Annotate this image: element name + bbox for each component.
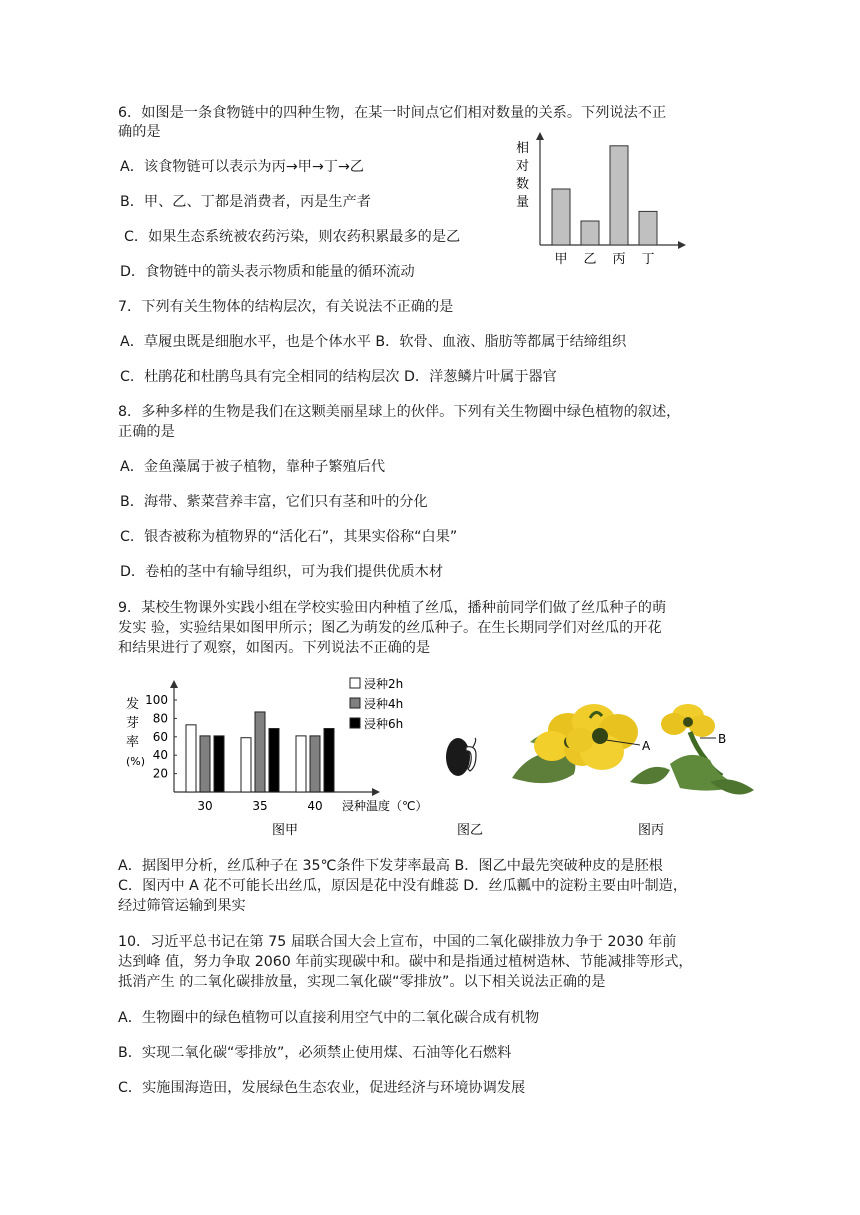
chart2-ytick: 100 [145,693,168,707]
q8-stem-line1: 8．多种多样的生物是我们在这颗美丽星球上的伙伴。下列有关生物圈中绿色植物的叙述， [118,404,681,420]
chart1-ylabel-4: 量 [516,195,530,210]
q6-option-d: D．食物链中的箭头表示物质和能量的循环流动 [120,264,415,280]
chart1-ylabel-2: 对 [516,159,530,174]
chart1-ylabel-1: 相 [516,141,530,156]
chart2-bar-35-1 [255,712,265,792]
chart1-xtick-丁: 丁 [641,252,655,267]
q10-option-b: B．实现二氧化碳“零排放”，必须禁止使用煤、石油等化石燃料 [118,1045,512,1061]
q10-stem-line1: 10．习近平总书记在第 75 届联合国大会上宣布，中国的二氧化碳排放力争于 2030 年前 [118,934,677,950]
chart1-bar-乙 [581,221,599,245]
legend-label-0: 浸种2h [364,677,404,691]
q10-stem-line2: 达到峰 值，努力争取 2060 年前实现碳中和。碳中和是指通过植树造林、节能减排等形式， [118,954,693,970]
legend-label-2: 浸种6h [364,717,404,731]
q7-options-row1: A．草履虫既是细胞水平，也是个体水平 B．软骨、血液、脂肪等都属于结缔组织 [120,334,627,350]
chart2-xtick-30: 30 [197,799,213,813]
chart1-bar-甲 [552,189,570,245]
q6-stem-line2: 确的是 [118,124,161,140]
chart1-xtick-甲: 甲 [554,252,568,267]
q8-option-b: B．海带、紫菜营养丰富，它们只有茎和叶的分化 [120,494,428,510]
q6-stem-line1: 6．如图是一条食物链中的四种生物，在某一时间点它们相对数量的关系。下列说法不正 [118,105,667,121]
leaf-icon [630,767,670,784]
q9-stem-line1: 9．某校生物课外实践小组在学校实验田内种植了丝瓜，播种前同学们做了丝瓜种子的萌 [118,600,667,616]
q10-option-a: A．生物圈中的绿色植物可以直接利用空气中的二氧化碳合成有机物 [118,1010,540,1026]
germination-chart [110,670,440,840]
q6-option-b: B．甲、乙、丁都是消费者，丙是生产者 [120,194,371,210]
figure-c-caption: 图丙 [638,823,665,838]
loofah-flower-photos [510,690,760,840]
chart2-ylabel-3: 率 [126,735,140,750]
figure-a-caption: 图甲 [272,823,299,838]
chart1-x-arrow [678,241,686,249]
q10-option-c: C．实施围海造田，发展绿色生态农业，促进经济与环境协调发展 [118,1080,526,1096]
chart2-y-arrow [170,680,178,688]
seed-coat [446,738,470,776]
label-b: B [718,732,727,746]
chart2-bar-35-2 [269,729,279,792]
chart1-y-arrow [536,132,544,140]
chart2-ylabel-1: 发 [126,697,140,712]
germinated-seed-illustration [440,735,495,840]
food-chain-chart [510,128,690,268]
chart2-xtick-40: 40 [307,799,323,813]
chart2-bar-40-1 [310,736,320,792]
q8-option-d: D．卷柏的茎中有输导组织，可为我们提供优质木材 [120,564,444,580]
chart2-bar-40-2 [324,729,334,792]
chart1-ylabel-3: 数 [516,177,530,192]
label-a: A [642,739,651,753]
chart1-xtick-丙: 丙 [612,252,626,267]
legend-swatch-1 [350,698,360,708]
chart2-ylabel-4: (%) [126,755,146,768]
legend-swatch-2 [350,718,360,728]
q8-option-c: C．银杏被称为植物界的“活化石”，其果实俗称“白果” [120,529,458,545]
figure-b-caption: 图乙 [457,823,484,838]
q9-options-cd-line2: 经过筛管运输到果实 [118,898,246,914]
chart1-bar-丁 [639,211,657,245]
chart2-ytick: 60 [152,729,168,744]
chart2-xtick-35: 35 [252,799,268,813]
legend-swatch-0 [350,678,360,688]
chart2-ylabel-2: 芽 [126,716,140,731]
chart2-xlabel: 浸种温度（℃） [342,799,428,813]
q9-options-cd-line1: C．图丙中 A 花不可能长出丝瓜，原因是花中没有雌蕊 D．丝瓜瓤中的淀粉主要由叶制造， [118,878,688,894]
chart2-bar-35-0 [241,738,251,792]
seed-root-tip [473,738,476,747]
chart2-ytick: 40 [152,748,168,763]
chart2-ytick: 80 [152,711,168,726]
chart1-bar-丙 [610,146,628,245]
q7-options-row2: C．杜鹃花和杜鹃鸟具有完全相同的结构层次 D．洋葱鳞片叶属于器官 [120,369,557,385]
q9-stem-line3: 和结果进行了观察，如图丙。下列说法不正确的是 [118,640,431,656]
q8-stem-line2: 正确的是 [118,424,175,440]
q8-option-a: A．金鱼藻属于被子植物，靠种子繁殖后代 [120,459,386,475]
flower-icon-b [661,704,715,737]
q6-option-c: C．如果生态系统被农药污染，则农药积累最多的是乙 [124,229,461,245]
chart2-bar-30-0 [186,725,196,792]
q7-stem: 7．下列有关生物体的结构层次，有关说法不正确的是 [118,299,454,315]
chart2-bar-30-1 [200,736,210,792]
chart2-bar-30-2 [214,736,224,792]
q10-stem-line3: 抵消产生 的二氧化碳排放量，实现二氧化碳“零排放”。以下相关说法正确的是 [118,974,606,990]
q9-options-ab: A．据图甲分析，丝瓜种子在 35℃条件下发芽率最高 B．图乙中最先突破种皮的是胚根 [118,858,663,874]
q6-option-a: A．该食物链可以表示为丙→甲→丁→乙 [120,159,364,175]
chart1-xtick-乙: 乙 [583,252,597,267]
q9-stem-line2: 发实 验，实验结果如图甲所示；图乙为萌发的丝瓜种子。在生长期同学们对丝瓜的开花 [118,620,662,636]
chart2-x-arrow [372,788,380,796]
chart2-bar-40-0 [296,736,306,792]
legend-label-1: 浸种4h [364,697,404,711]
chart2-ytick: 20 [152,766,168,781]
